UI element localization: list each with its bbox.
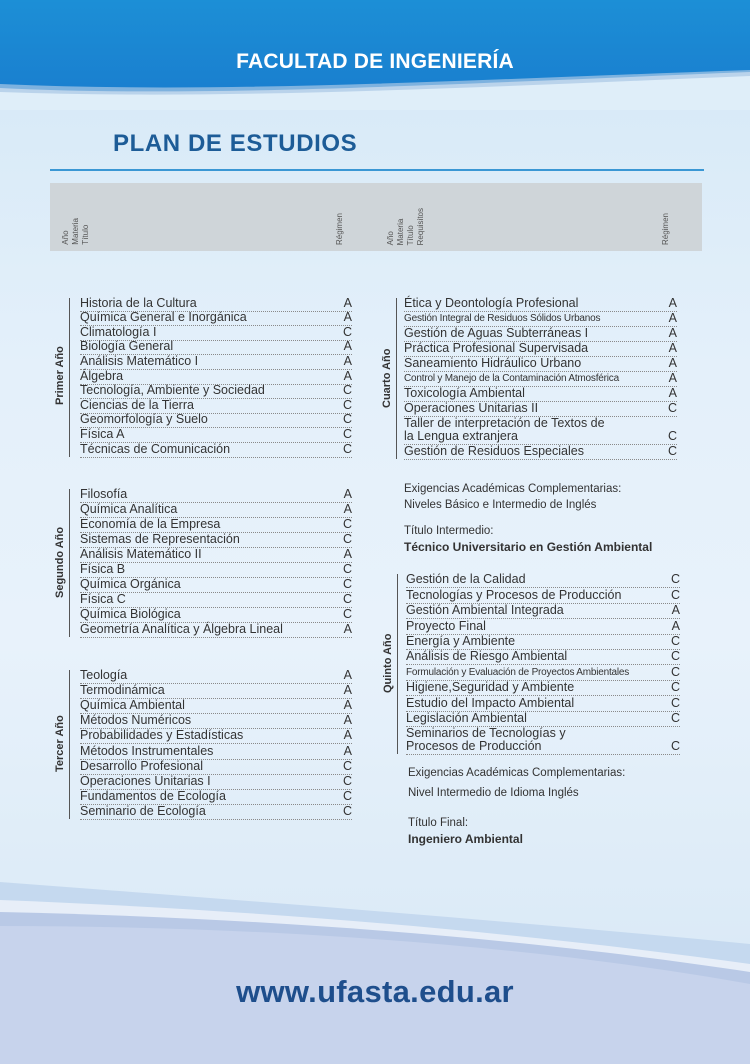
primer-year-label: Primer Año bbox=[54, 346, 66, 406]
subject-regimen: A bbox=[343, 353, 352, 368]
subject-regimen: C bbox=[667, 444, 677, 458]
footer-swoosh bbox=[0, 860, 750, 1064]
subject-name: Gestión de Aguas Subterráneas I bbox=[404, 326, 589, 340]
subject-regimen: C bbox=[670, 695, 680, 710]
subject-name: Física A bbox=[80, 426, 125, 441]
tercer-year-label: Tercer Año bbox=[54, 715, 66, 772]
segundo-subject-row bbox=[80, 502, 352, 518]
subject-name: Economía de la Empresa bbox=[80, 517, 221, 531]
primer-subject-row bbox=[80, 384, 352, 400]
subject-regimen: C bbox=[670, 680, 680, 695]
subject-name bbox=[406, 727, 566, 753]
segundo-subject-row bbox=[80, 517, 352, 533]
cuarto-subject-row bbox=[404, 416, 677, 445]
subject-regimen: C bbox=[667, 401, 677, 415]
quinto-subject-row bbox=[406, 603, 680, 619]
subject-regimen: C bbox=[342, 324, 352, 339]
subject-regimen: C bbox=[667, 429, 677, 443]
subject-name: Biología General bbox=[80, 339, 174, 354]
quinto-year-label: Quinto Año bbox=[382, 633, 394, 693]
subject-name: Geomorfología y Suelo bbox=[80, 412, 208, 427]
legend-left-col1: Año bbox=[61, 230, 70, 245]
subject-name: Desarrollo Profesional bbox=[80, 758, 203, 773]
subject-regimen: C bbox=[342, 441, 352, 456]
subject-regimen: C bbox=[670, 633, 680, 648]
subject-regimen: C bbox=[342, 607, 352, 621]
subject-name: Análisis Matemático I bbox=[80, 353, 199, 368]
subject-name: Tecnología, Ambiente y Sociedad bbox=[80, 383, 265, 398]
subject-regimen: C bbox=[342, 773, 352, 788]
tercer-subject-row bbox=[80, 728, 352, 744]
subject-regimen: A bbox=[343, 622, 352, 636]
subject-regimen: C bbox=[342, 577, 352, 591]
subject-regimen: C bbox=[670, 649, 680, 664]
subject-name: Análisis de Riesgo Ambiental bbox=[406, 649, 568, 664]
cuarto-year-bracket bbox=[396, 298, 397, 459]
tercer-subject-row bbox=[80, 698, 352, 714]
subject-name: Higiene,Seguridad y Ambiente bbox=[406, 680, 575, 695]
subject-name: Tecnologías y Procesos de Producción bbox=[406, 587, 622, 602]
subject-regimen: A bbox=[343, 547, 352, 561]
subject-regimen: A bbox=[668, 386, 677, 400]
subject-name: Ciencias de la Tierra bbox=[80, 397, 194, 412]
cuarto-titulo-label: Título Intermedio: bbox=[404, 525, 494, 537]
subject-regimen: C bbox=[342, 412, 352, 427]
cuarto-subject-row bbox=[404, 341, 677, 357]
legend-right-col2: Materia bbox=[396, 218, 405, 245]
tercer-subject-row bbox=[80, 713, 352, 729]
segundo-subject-row bbox=[80, 487, 352, 503]
primer-year-bracket bbox=[69, 298, 70, 457]
segundo-subject-row bbox=[80, 547, 352, 563]
cuarto-subject-row bbox=[404, 444, 677, 460]
tercer-subject-row bbox=[80, 804, 352, 820]
cuarto-subject-row bbox=[404, 401, 677, 417]
segundo-year-bracket bbox=[69, 489, 70, 637]
cuarto-year-label: Cuarto Año bbox=[381, 347, 393, 408]
subject-regimen: A bbox=[668, 371, 677, 385]
subject-regimen: A bbox=[668, 341, 677, 355]
subject-name: Química General e Inorgánica bbox=[80, 310, 247, 325]
subject-name: Formulación y Evaluación de Proyectos Ambientales bbox=[406, 666, 630, 678]
subject-name: Seminario de Ecología bbox=[80, 803, 206, 818]
quinto-exigencias-text: Nivel Intermedio de Idioma Inglés bbox=[408, 787, 579, 799]
tercer-subject-row bbox=[80, 774, 352, 790]
tercer-subject-row bbox=[80, 744, 352, 760]
subject-name: Gestión de Residuos Especiales bbox=[404, 444, 584, 458]
subject-regimen: C bbox=[342, 758, 352, 773]
subject-name: Fundamentos de Ecología bbox=[80, 788, 226, 803]
subject-regimen: A bbox=[668, 356, 677, 370]
cuarto-exigencias-title: Exigencias Académicas Complementarias: bbox=[404, 483, 622, 495]
quinto-subject-row bbox=[406, 587, 680, 603]
segundo-subject-row bbox=[80, 592, 352, 608]
subject-regimen: C bbox=[670, 572, 680, 587]
subject-regimen: A bbox=[343, 683, 352, 698]
tercer-year-bracket bbox=[69, 670, 70, 819]
segundo-subject-row bbox=[80, 577, 352, 593]
subject-regimen: A bbox=[343, 728, 352, 743]
segundo-subject-row bbox=[80, 562, 352, 578]
subject-regimen: C bbox=[670, 710, 680, 725]
subject-regimen: C bbox=[670, 664, 680, 679]
subject-regimen: A bbox=[343, 339, 352, 354]
cuarto-subject-row bbox=[404, 356, 677, 372]
title-divider bbox=[50, 169, 704, 171]
subject-name: Proyecto Final bbox=[406, 618, 486, 633]
subject-name: Operaciones Unitarias II bbox=[404, 401, 539, 415]
quinto-subject-row bbox=[406, 572, 680, 588]
primer-subject-row bbox=[80, 311, 352, 327]
quinto-subject-row bbox=[406, 664, 680, 680]
quinto-titulo-label: Título Final: bbox=[408, 817, 469, 829]
subject-regimen: A bbox=[343, 668, 352, 683]
tercer-subject-row bbox=[80, 683, 352, 699]
subject-regimen: C bbox=[342, 562, 352, 576]
legend-left-col2: Materia bbox=[71, 218, 80, 245]
quinto-subject-row bbox=[406, 695, 680, 711]
subject-name: Química Ambiental bbox=[80, 698, 185, 713]
subject-name: Métodos Numéricos bbox=[80, 713, 192, 728]
subject-name: Física C bbox=[80, 592, 126, 606]
tercer-subject-row bbox=[80, 668, 352, 684]
subject-name: Álgebra bbox=[80, 368, 124, 383]
legend-left-regimen: Régimen bbox=[335, 212, 344, 245]
cuarto-titulo-value: Técnico Universitario en Gestión Ambiental bbox=[404, 540, 653, 554]
tercer-subject-row bbox=[80, 789, 352, 805]
subject-regimen: C bbox=[342, 517, 352, 531]
subject-name: Química Analítica bbox=[80, 502, 178, 516]
subject-name: Probabilidades y Estadísticas bbox=[80, 728, 244, 743]
subject-name: Sistemas de Representación bbox=[80, 532, 240, 546]
legend-right-columns bbox=[386, 208, 426, 245]
subject-name-line2: Procesos de Producción bbox=[406, 739, 542, 753]
cuarto-subject-row bbox=[404, 311, 677, 327]
segundo-subject-row bbox=[80, 607, 352, 623]
subject-name: Gestión Ambiental Integrada bbox=[406, 603, 564, 618]
legend-left-columns bbox=[61, 218, 91, 245]
subject-name: Gestión de la Calidad bbox=[406, 572, 526, 587]
subject-name: Química Orgánica bbox=[80, 577, 181, 591]
tercer-subject-row bbox=[80, 759, 352, 775]
subject-regimen: C bbox=[342, 383, 352, 398]
subject-name: Energía y Ambiente bbox=[406, 633, 516, 648]
subject-regimen: A bbox=[668, 326, 677, 340]
subject-regimen: A bbox=[668, 311, 677, 325]
subject-regimen: A bbox=[343, 698, 352, 713]
subject-name: Termodinámica bbox=[80, 683, 165, 698]
subject-name: Teología bbox=[80, 668, 128, 683]
segundo-subject-row bbox=[80, 532, 352, 548]
subject-name: Análisis Matemático II bbox=[80, 547, 202, 561]
subject-name: Práctica Profesional Supervisada bbox=[404, 341, 589, 355]
legend-right-col4: Requisitos bbox=[416, 207, 425, 245]
subject-name: Química Biológica bbox=[80, 607, 181, 621]
legend-left-col3: Título bbox=[81, 224, 90, 245]
quinto-titulo-value: Ingeniero Ambiental bbox=[408, 832, 523, 846]
legend-right-col3: Título bbox=[406, 224, 415, 245]
subject-name: Legislación Ambiental bbox=[406, 710, 527, 725]
subject-name: Historia de la Cultura bbox=[80, 295, 197, 310]
subject-name: Técnicas de Comunicación bbox=[80, 441, 231, 456]
cuarto-subject-row bbox=[404, 386, 677, 402]
subject-regimen: C bbox=[342, 803, 352, 818]
primer-subject-row bbox=[80, 442, 352, 458]
subject-name: Saneamiento Hidráulico Urbano bbox=[404, 356, 582, 370]
subject-regimen: C bbox=[670, 587, 680, 602]
subject-name: Estudio del Impacto Ambiental bbox=[406, 695, 575, 710]
page-title: PLAN DE ESTUDIOS bbox=[113, 130, 358, 157]
legend-right-regimen: Régimen bbox=[661, 212, 670, 245]
subject-name: Filosofía bbox=[80, 487, 128, 501]
legend-right-col1: Año bbox=[386, 230, 395, 245]
subject-name: Climatología I bbox=[80, 324, 157, 339]
subject-name: Toxicología Ambiental bbox=[404, 386, 525, 400]
segundo-subject-row bbox=[80, 622, 352, 638]
quinto-subject-row bbox=[406, 618, 680, 634]
segundo-year-label: Segundo Año bbox=[54, 526, 66, 598]
subject-name-line2: la Lengua extranjera bbox=[404, 429, 518, 443]
subject-regimen: A bbox=[343, 713, 352, 728]
subject-regimen: A bbox=[343, 743, 352, 758]
subject-regimen: A bbox=[343, 368, 352, 383]
subject-name: Geometría Analítica y Álgebra Lineal bbox=[80, 622, 283, 636]
column-legend bbox=[50, 183, 702, 251]
header-swoosh bbox=[0, 70, 750, 110]
subject-name: Operaciones Unitarias I bbox=[80, 773, 211, 788]
website-link[interactable]: www.ufasta.edu.ar bbox=[236, 974, 514, 1009]
subject-regimen: A bbox=[343, 487, 352, 501]
subject-name: Ética y Deontología Profesional bbox=[404, 296, 579, 310]
quinto-notes bbox=[408, 765, 625, 848]
cuarto-exigencias-text: Niveles Básico e Intermedio de Inglés bbox=[404, 499, 597, 511]
cuarto-notes bbox=[404, 481, 652, 556]
subject-name: Física B bbox=[80, 562, 126, 576]
cuarto-subject-row bbox=[404, 296, 677, 312]
quinto-subject-row bbox=[406, 634, 680, 650]
cuarto-subject-row bbox=[404, 371, 677, 387]
primer-subject-row bbox=[80, 427, 352, 443]
quinto-exigencias-title: Exigencias Académicas Complementarias: bbox=[408, 767, 626, 779]
subject-regimen: C bbox=[342, 397, 352, 412]
cuarto-subject-row bbox=[404, 326, 677, 342]
subject-regimen: C bbox=[342, 426, 352, 441]
subject-name: Métodos Instrumentales bbox=[80, 743, 214, 758]
subject-regimen: A bbox=[343, 310, 352, 325]
subject-name: Control y Manejo de la Contaminación Atmosférica bbox=[404, 373, 619, 384]
primer-subject-row bbox=[80, 354, 352, 370]
subject-regimen: A bbox=[343, 295, 352, 310]
quinto-year-bracket bbox=[397, 574, 398, 754]
subject-regimen: C bbox=[342, 788, 352, 803]
subject-regimen: A bbox=[668, 296, 677, 310]
subject-name-line1: Taller de interpretación de Textos de bbox=[404, 416, 605, 430]
quinto-subject-row bbox=[406, 680, 680, 696]
subject-regimen: C bbox=[342, 532, 352, 546]
quinto-subject-row bbox=[406, 726, 680, 755]
quinto-subject-row bbox=[406, 711, 680, 727]
subject-regimen: C bbox=[342, 592, 352, 606]
subject-regimen: A bbox=[671, 603, 680, 618]
subject-name bbox=[404, 417, 605, 443]
subject-regimen: C bbox=[670, 739, 680, 753]
subject-regimen: A bbox=[343, 502, 352, 516]
subject-name: Gestión Integral de Residuos Sólidos Urbanos bbox=[404, 313, 601, 324]
subject-name-line1: Seminarios de Tecnologías y bbox=[406, 726, 566, 740]
quinto-subject-row bbox=[406, 649, 680, 665]
faculty-title: FACULTAD DE INGENIERÍA bbox=[236, 50, 514, 73]
subject-regimen: A bbox=[671, 618, 680, 633]
